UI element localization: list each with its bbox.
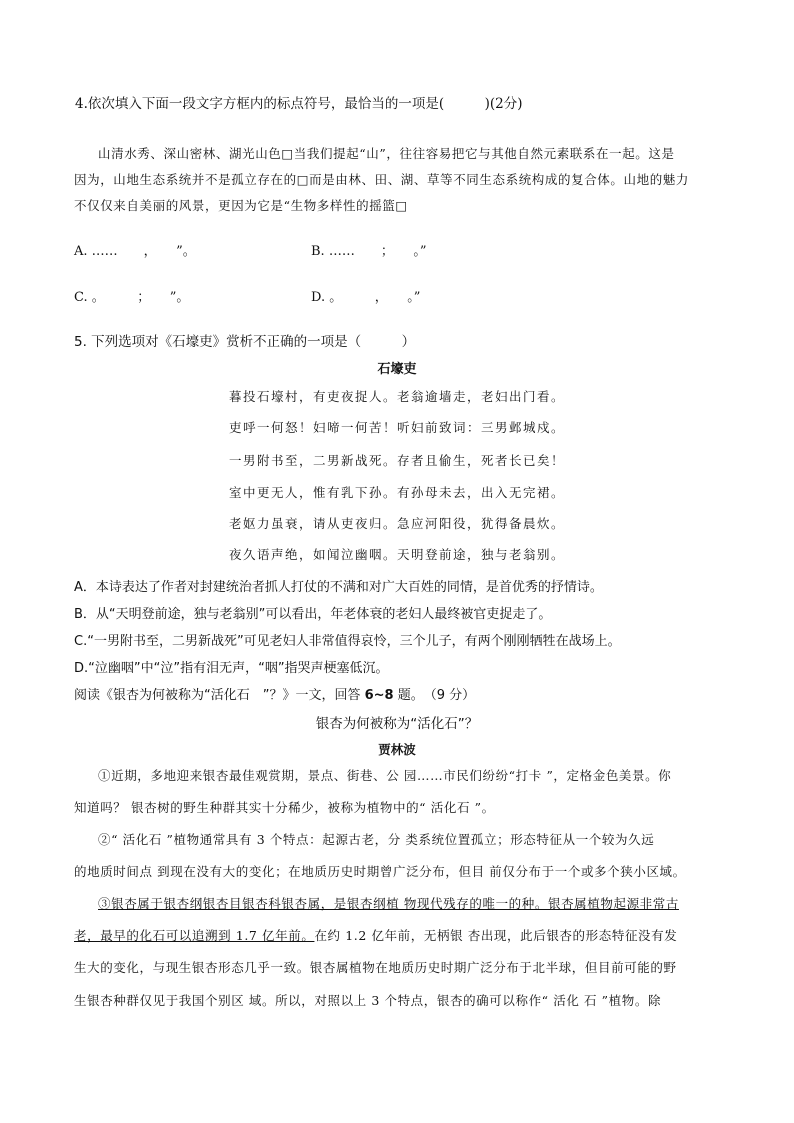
q4-passage-line-2: 因为，山地生态系统并不是孤立存在的□而是由林、田、湖、草等不同生态系统构成的复合体。山地的魅力 (74, 172, 690, 187)
q4-option-d: D. 。 ， 。” (311, 290, 421, 305)
poem-line-2: 吏呼一何怒！妇啼一何苦！听妇前致词：三男邺城戍。 (228, 420, 565, 435)
article-p2-line-1: ②“ 活化石 ”植物通常具有 3 个特点：起源古老，分 类系统位置孤立；形态特征从一个较为久远 (98, 832, 655, 847)
reading-intro-pre: 阅读《银杏为何被称为“活化石 ”？》一文，回答 (74, 688, 365, 703)
poem-line-3: 一男附书至，二男新战死。存者且偷生，死者长已矣！ (228, 453, 565, 468)
q4-passage-line-3: 不仅仅来自美丽的风景，更因为它是“生物多样性的摇篮□ (74, 198, 408, 213)
q5-option-c: C.“一男附书至，二男新战死”可见老妇人非常值得哀怜，三个儿子，有两个刚刚牺牲在战场上。 (74, 634, 621, 649)
q4-option-a: A. …… ， ”。 (74, 244, 196, 259)
poem-title: 石壕吏 (377, 362, 417, 377)
article-p2-line-2: 的地质时间点 到现在没有大的变化；在地质历史时期曾广泛分布，但目 前仅分布于一个或多个狭小区域。 (74, 864, 686, 879)
poem-line-6: 夜久语声绝，如闻泣幽咽。天明登前途，独与老翁别。 (228, 547, 565, 562)
poem-line-4: 室中更无人，惟有乳下孙。有孙母未去，出入无完裙。 (228, 485, 565, 500)
article-p3-line-2 (74, 928, 677, 944)
poem-line-5: 老妪力虽衰，请从吏夜归。急应河阳役，犹得备晨炊。 (228, 516, 565, 531)
reading-intro-post: 题。 （9 分） (393, 688, 476, 703)
article-p3-underlined-sentence: 老，最早的化石可以追溯到 1.7 亿年前。 (74, 928, 315, 943)
article-p1-line-2: 知道吗？ 银杏树的野生种群其实十分稀少，被称为植物中的“ 活化石 ”。 (74, 800, 495, 815)
q5-option-a: A．本诗表达了作者对封建统治者抓人打仗的不满和对广大百姓的同情，是首优秀的抒情诗。 (74, 580, 603, 595)
reading-intro-range: 6~8 (364, 688, 394, 703)
q4-option-c: C. 。 ； ”。 (74, 290, 190, 305)
q4-option-b: B. …… ； 。” (311, 244, 427, 259)
q5-option-d: D.“泣幽咽”中“泣”指有泪无声，“咽”指哭声梗塞低沉。 (74, 661, 389, 676)
q4-stem: 4.依次填入下面一段文字方框内的标点符号，最恰当的一项是( )(2分) (75, 96, 523, 112)
article-author: 贾林波 (378, 742, 416, 757)
article-p3-line-2-rest: 在约 1.2 亿年前，无柄银 杏出现，此后银杏的形态特征没有发 (314, 928, 678, 943)
q5-stem: 5. 下列选项对《石壕吏》赏析不正确的一项是（ ） (74, 334, 416, 350)
poem-line-1: 暮投石壕村，有吏夜捉人。老翁逾墙走，老妇出门看。 (228, 389, 565, 404)
q5-option-b: B．从“天明登前途，独与老翁别”可以看出，年老体衰的老妇人最终被官吏捉走了。 (74, 607, 552, 622)
article-p3-line-3: 生大的变化，与现生银杏形态几乎一致。银杏属植物在地质历史时期广泛分布于北半球，但目前可能的野 (74, 960, 677, 975)
article-p3-line-1: ③银杏属于银杏纲银杏目银杏科银杏属，是银杏纲植 物现代残存的唯一的种。银杏属植物起源非常古 (98, 896, 679, 911)
article-p1-line-1: ①近期，多地迎来银杏最佳观赏期，景点、街巷、公 园……市民们纷纷“打卡 ”，定格金色美景。你 (98, 768, 672, 783)
article-p3-line-4: 生银杏种群仅见于我国个别区 域。所以，对照以上 3 个特点，银杏的确可以称作“ 活化 石 ”植物。除 (74, 993, 662, 1008)
q4-passage-line-1: 山清水秀、深山密林、湖光山色□当我们提起“山”，往往容易把它与其他自然元素联系在一起。这是 (98, 146, 675, 161)
article-title: 银杏为何被称为“活化石”？ (315, 716, 479, 732)
reading-intro (74, 688, 475, 704)
